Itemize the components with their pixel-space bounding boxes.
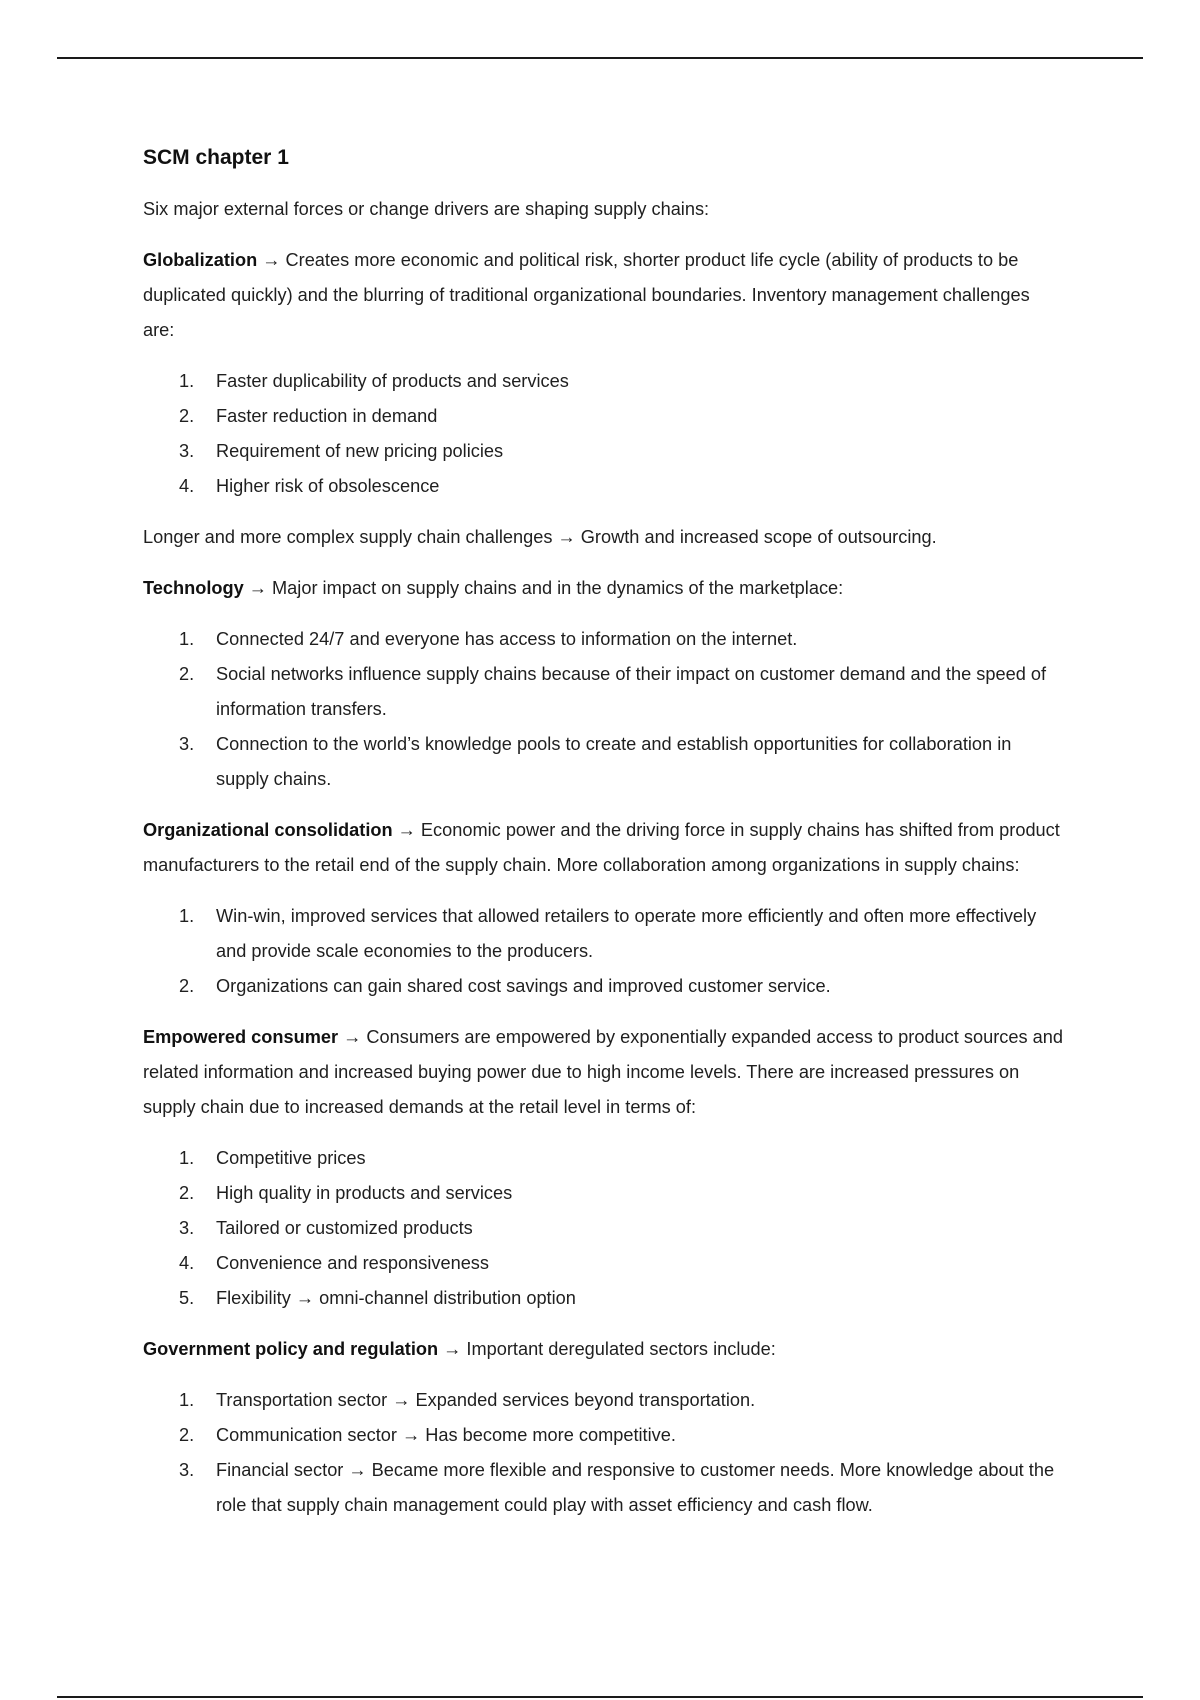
list-item-text: Requirement of new pricing policies bbox=[216, 441, 504, 461]
list-number: 5. bbox=[179, 1288, 195, 1308]
list-item-text: Connected 24/7 and everyone has access to information on the internet. bbox=[216, 629, 798, 649]
top-rule bbox=[57, 57, 1143, 59]
list-item bbox=[143, 1383, 1063, 1418]
intro-paragraph: Six major external forces or change drivers are shaping supply chains: bbox=[143, 199, 710, 219]
arrow-icon: → bbox=[343, 1027, 362, 1047]
technology-heading: Technology bbox=[143, 578, 244, 598]
list-item-text: Communication sector → Has become more competitive. bbox=[216, 1425, 676, 1445]
list-item bbox=[143, 899, 1063, 969]
document-body bbox=[143, 140, 1063, 1539]
technology-text: Major impact on supply chains and in the dynamics of the marketplace: bbox=[272, 578, 844, 598]
government-text: Important deregulated sectors include: bbox=[466, 1339, 776, 1359]
consolidation-text: Economic power and the driving force in supply chains has shifted from product manufacturers to the retail end of the supply chain. More collaboration among organizations in supply chains: bbox=[143, 820, 1060, 875]
consumer-heading: Empowered consumer bbox=[143, 1027, 339, 1047]
list-item-text: Organizations can gain shared cost savings and improved customer service. bbox=[216, 976, 831, 996]
arrow-icon: → bbox=[262, 250, 281, 270]
outsourcing-paragraph bbox=[143, 520, 1063, 555]
list-item-text: Win-win, improved services that allowed retailers to operate more efficiently and often more effectively and provide scale economies to the producers. bbox=[216, 906, 1037, 961]
technology-list bbox=[143, 622, 1063, 797]
list-number: 4. bbox=[179, 1253, 195, 1273]
list-item bbox=[143, 1176, 1063, 1211]
list-number: 2. bbox=[179, 1425, 195, 1445]
list-item bbox=[143, 727, 1063, 797]
list-item-text: Tailored or customized products bbox=[216, 1218, 473, 1238]
list-item bbox=[143, 434, 1063, 469]
list-item bbox=[143, 364, 1063, 399]
list-number: 1. bbox=[179, 1390, 195, 1410]
list-item-text: Social networks influence supply chains because of their impact on customer demand and the speed of information transfers. bbox=[216, 664, 1047, 719]
list-number: 2. bbox=[179, 976, 195, 996]
list-number: 3. bbox=[179, 1460, 195, 1480]
list-number: 2. bbox=[179, 664, 195, 684]
list-number: 1. bbox=[179, 629, 195, 649]
list-number: 1. bbox=[179, 371, 195, 391]
globalization-paragraph bbox=[143, 243, 1063, 348]
consolidation-paragraph bbox=[143, 813, 1063, 883]
outsourcing-lead: Longer and more complex supply chain challenges bbox=[143, 527, 553, 547]
bottom-rule bbox=[57, 1696, 1143, 1698]
list-item bbox=[143, 1418, 1063, 1453]
list-item-text: Faster duplicability of products and services bbox=[216, 371, 569, 391]
government-heading: Government policy and regulation bbox=[143, 1339, 439, 1359]
list-item bbox=[143, 622, 1063, 657]
globalization-heading: Globalization bbox=[143, 250, 258, 270]
list-item-text: Financial sector → Became more flexible and responsive to customer needs. More knowledge about the role that supply chain management could play with asset efficiency and cash flow. bbox=[216, 1460, 1055, 1515]
document-title: SCM chapter 1 bbox=[143, 146, 289, 169]
list-number: 3. bbox=[179, 441, 195, 461]
government-paragraph bbox=[143, 1332, 1063, 1367]
consumer-text: Consumers are empowered by exponentially expanded access to product sources and related information and increased buying power due to high income levels. There are increased pressures on supply chain due to increased demands at the retail level in terms of: bbox=[143, 1027, 1063, 1117]
outsourcing-text: Growth and increased scope of outsourcing. bbox=[580, 527, 937, 547]
arrow-icon: → bbox=[248, 578, 267, 598]
list-item bbox=[143, 1246, 1063, 1281]
list-item-text: Flexibility → omni-channel distribution option bbox=[216, 1288, 576, 1308]
list-number: 3. bbox=[179, 734, 195, 754]
list-number: 4. bbox=[179, 476, 195, 496]
globalization-list bbox=[143, 364, 1063, 504]
list-item bbox=[143, 1281, 1063, 1316]
globalization-text: Creates more economic and political risk, shorter product life cycle (ability of products to be duplicated quickly) and the blurring of traditional organizational boundaries. Inventory management challenges are: bbox=[143, 250, 1030, 340]
arrow-icon: → bbox=[443, 1339, 462, 1359]
list-number: 2. bbox=[179, 1183, 195, 1203]
consolidation-list bbox=[143, 899, 1063, 1004]
list-item-text: Transportation sector → Expanded services beyond transportation. bbox=[216, 1390, 756, 1410]
consolidation-heading: Organizational consolidation bbox=[143, 820, 393, 840]
list-item bbox=[143, 969, 1063, 1004]
list-item bbox=[143, 469, 1063, 504]
list-item-text: Competitive prices bbox=[216, 1148, 366, 1168]
consumer-paragraph bbox=[143, 1020, 1063, 1125]
list-item-text: Convenience and responsiveness bbox=[216, 1253, 489, 1273]
list-item-text: Connection to the world’s knowledge pools to create and establish opportunities for collaboration in supply chains. bbox=[216, 734, 1012, 789]
arrow-icon: → bbox=[557, 527, 576, 547]
list-item-text: Faster reduction in demand bbox=[216, 406, 438, 426]
list-item bbox=[143, 1453, 1063, 1523]
government-list bbox=[143, 1383, 1063, 1523]
list-item bbox=[143, 1211, 1063, 1246]
list-number: 2. bbox=[179, 406, 195, 426]
list-item bbox=[143, 399, 1063, 434]
list-number: 1. bbox=[179, 906, 195, 926]
list-number: 3. bbox=[179, 1218, 195, 1238]
list-item-text: High quality in products and services bbox=[216, 1183, 513, 1203]
consumer-list bbox=[143, 1141, 1063, 1316]
technology-paragraph bbox=[143, 571, 1063, 606]
list-number: 1. bbox=[179, 1148, 195, 1168]
arrow-icon: → bbox=[397, 820, 416, 840]
list-item bbox=[143, 1141, 1063, 1176]
list-item-text: Higher risk of obsolescence bbox=[216, 476, 440, 496]
list-item bbox=[143, 657, 1063, 727]
